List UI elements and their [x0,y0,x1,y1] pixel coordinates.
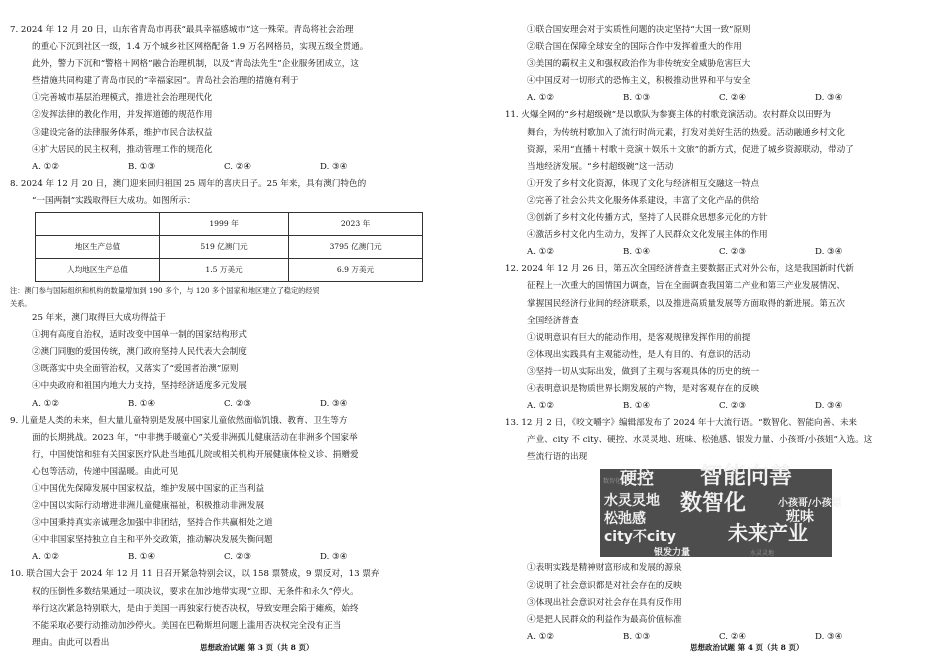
q10-option: ②联合国在保障全球安全的国际合作中发挥着重大的作用 [527,42,742,53]
cloud-word: 水灵灵地 [604,493,660,510]
cloud-word: 小孩哥/小孩姐 [778,498,842,510]
cloud-word: 智能向善 [700,463,792,490]
table-header-row [36,213,423,236]
q12-option: ②体现出实践具有主观能动性，是人有目的、有意识的活动 [527,349,751,360]
q11-option: ④激活乡村文化内生动力，发挥了人民群众文化发展主体的作用 [527,230,768,241]
q13-option: ②说明了社会意识都是对社会存在的反映 [527,580,682,591]
answer-c: C. ②③ [224,398,252,409]
q7-stem-line: 此外，警力下沉和“警格＋网格”融合治理机制，以及“青岛法先生”企业服务团成立，这 [32,59,359,70]
table-cell: 519 亿澳门元 [160,236,289,259]
question-10-continued [505,22,943,107]
q9-option: ④中非国家坚持独立自主和平外交政策，推动解决发展失衡问题 [32,535,273,546]
q9-option: ②中国以实际行动增进非洲儿童健康福祉，积极推动非洲发展 [32,501,265,512]
q12-stem-line: 征程上一次重大的国情国力调查，旨在全面调查我国第二产业和第三产业发展情况、 [527,281,845,292]
answer-a: A. ①② [527,247,555,258]
cloud-bg-word: 数智化 [603,478,622,486]
q10-stem-line: 理由。由此可以看出 [32,637,110,648]
q12-stem-line: 掌握国民经济行业间的经济联系，以及推进高质量发展等方面取得的新进展。第五次 [527,298,845,309]
q9-stem-line: 面的长期挑战。2023 年，“中非携手暖童心”关爱非洲孤儿健康活动在非洲多个国家举 [32,432,358,443]
q12-stem-line: 全国经济普查 [527,315,579,326]
answer-a: A. ①② [32,552,60,563]
answer-d: D. ③④ [815,401,843,412]
q8-option: ②澳门同胞的爱国传统，澳门政府坚持人民代表大会制度 [32,347,247,358]
q13-stem-line: 13. 12 月 2 日，《咬文嚼字》编辑部发布了 2024 年十大流行语。“数智化、智能向善、未来 [505,418,858,429]
q9-stem-line: 行，中国使馆和驻有关国家医疗队赴当地孤儿院或相关机构开展健康体检义诊、捐赠爱 [32,449,359,460]
q8-lead: 25 年来，澳门取得巨大成功得益于 [32,313,166,324]
q8-option: ③既落实中央全面管治权，又落实了“爱国者治澳”原则 [32,364,239,375]
answer-d: D. ③④ [320,161,348,172]
q13-stem-line: 产业、city 不 city、硬控、水灵灵地、班味、松弛感、银发力量、小孩哥/小孩姐”入选。这 [527,435,873,446]
left-page-column [10,22,450,652]
q9-answer-choices [10,549,450,566]
cloud-bg-word: 水灵灵地 [750,550,775,558]
page-footer-left: 思想政治试题 第 3 页（共 8 页） [200,643,314,652]
q12-stem-line: 12. 2024 年 12 月 26 日，第五次全国经济普查主要数据正式对外公布，这是我国新时代新 [505,264,854,275]
q13-option: ④是把人民群众的利益作为最高价值标准 [527,614,682,625]
answer-b: B. ①③ [128,161,156,172]
q7-option: ③建设完备的法律服务体系，维护市民合法权益 [32,127,213,138]
q10-option: ③美国的霸权主义和强权政治作为非传统安全威胁危害巨大 [527,59,751,70]
answer-c: C. ②③ [719,247,747,258]
answer-d: D. ③④ [815,93,843,104]
cloud-word: 松弛感 [604,511,646,528]
answer-a: A. ①② [32,161,60,172]
answer-a: A. ①② [527,401,555,412]
q12-option: ③坚持一切从实际出发，做到了主观与客观具体的历史的统一 [527,366,760,377]
q11-stem-line: 当地经济发展。“乡村超级碗”这一活动 [527,161,674,172]
q7-stem-line: 7. 2024 年 12 月 20 日，山东省青岛市再获“最具幸福感城市”这一殊荣。青岛将社会治理 [10,25,354,35]
q13-option: ③体现出社会意识对社会存在具有反作用 [527,597,682,608]
cloud-word: city不city [604,529,676,546]
cloud-word: 硬控 [620,469,654,490]
q11-option: ②完善了社会公共文化服务体系建设，丰富了文化产品的供给 [527,195,760,206]
q12-option: ①说明意识有巨大的能动作用，是客观规律发挥作用的前提 [527,332,751,343]
answer-d: D. ③④ [815,247,843,258]
q10-stem-line: 举行这次紧急特别联大，是由于美国一再独家行使否决权，导致安理会陷于瘫痪，始终 [32,603,359,614]
q11-option: ①开发了乡村文化资源，体现了文化与经济相互交融这一特点 [527,178,760,189]
answer-d: D. ③④ [320,398,348,409]
question-12 [505,261,943,415]
answer-a: A. ①② [527,93,555,104]
answer-c: C. ②④ [719,93,747,104]
right-page-column [505,22,943,646]
answer-a: A. ①② [32,398,60,409]
answer-b: B. ①④ [623,401,651,412]
table-cell: 人均地区生产总值 [36,259,160,282]
question-13 [505,415,943,646]
cloud-word: 数智化 [680,491,747,517]
q10-option: ④中国反对一切形式的恐怖主义，积极推动世界和平与安全 [527,76,751,87]
q12-option: ④表明意识是物质世界长期发展的产物，是对客观存在的反映 [527,383,760,394]
q10-stem-line: 10. 联合国大会于 2024 年 12 月 11 日召开紧急特别会议，以 158 票赞成，9 票反对，13 票弃 [10,569,380,580]
q8-stem-line: “一国两制”实践取得巨大成功。如图所示： [32,195,196,206]
answer-d: D. ③④ [320,552,348,563]
q7-stem-line: 的重心下沉到社区一级，1.4 万个城乡社区网格配备 1.9 万名网格员，实现五级全贯通。 [32,42,369,53]
answer-b: B. ①④ [128,552,156,563]
question-10 [10,566,450,651]
answer-b: B. ①③ [623,93,651,104]
question-11 [505,107,943,261]
q11-answer-choices [505,244,943,261]
q13-stem-line: 些流行语的出现 [527,452,588,463]
table-cell: 6.9 万美元 [289,259,423,282]
answer-b: B. ①④ [623,247,651,258]
table-cell: 2023 年 [289,213,423,236]
question-7 [10,22,450,176]
q10-answer-choices [505,90,943,107]
table-cell: 1999 年 [160,213,289,236]
q10-stem-line: 不能采取必要行动推动加沙停火。美国在巴勒斯坦问题上滥用否决权完全没有正当 [32,620,342,631]
answer-c: C. ②③ [224,552,252,563]
answer-a: A. ①② [527,631,555,642]
cloud-word: 未来产业 [728,521,808,546]
q9-option: ③中国秉持真实亲诚理念加强中非团结，坚持合作共赢相处之道 [32,518,273,529]
table-cell [36,213,160,236]
table-row [36,236,423,259]
buzzword-cloud-image [600,463,842,559]
q8-option: ①拥有高度自治权，适时改变中国单一制的国家结构形式 [32,330,247,341]
q12-answer-choices [505,398,943,415]
q11-stem-line: 舞台，为传统村歌加入了流行时尚元素，打发对美好生活的热爱。活动融通乡村文化 [527,127,845,138]
q11-option: ③创新了乡村文化传播方式，坚持了人民群众思想多元化的方针 [527,213,768,224]
table-note: 关系。 [10,299,32,309]
cloud-word: 班味 [786,509,814,526]
q7-option: ④扩大居民的民主权利，推动管理工作的规范化 [32,144,213,155]
question-9 [10,413,450,567]
q10-stem-line: 权的压倒性多数结果通过一项决议，要求在加沙地带实现“立即、无条件和永久”停火。 [32,586,359,597]
table-note: 注：澳门参与国际组织和机构的数量增加到 190 多个，与 120 多个国家和地区建立了稳定的经贸 [10,286,320,296]
answer-b: B. ①③ [623,631,651,642]
table-cell: 3795 亿澳门元 [289,236,423,259]
page-footer-right: 思想政治试题 第 4 页（共 8 页） [690,643,804,652]
answer-d: D. ③④ [815,631,843,642]
q9-option: ①中国优先保障发展中国家权益，维护发展中国家的正当利益 [32,483,265,494]
question-8 [10,176,450,413]
q8-option: ④中央政府和祖国内地大力支持，坚持经济适度多元发展 [32,381,247,392]
answer-c: C. ②④ [224,161,252,172]
table-cell: 1.5 万美元 [160,259,289,282]
table-cell: 地区生产总值 [36,236,160,259]
answer-b: B. ①④ [128,398,156,409]
q9-stem-line: 心包等活动，传递中国温暖。由此可见 [32,466,179,477]
q7-stem-line: 些措施共同构建了青岛市民的“幸福家园”。青岛社会治理的措施有利于 [32,76,299,87]
q7-option: ①完善城市基层治理模式，推进社会治理现代化 [32,93,213,104]
table-row [36,259,423,282]
macau-gdp-table [35,212,423,282]
q7-answer-choices [10,159,450,176]
q8-stem-line: 8. 2024 年 12 月 20 日，澳门迎来回归祖国 25 周年的喜庆日子。25 年来，具有澳门特色的 [10,178,367,189]
q8-answer-choices [10,396,450,413]
q9-stem-line: 9. 儿童是人类的未来，但大量儿童特别是发展中国家儿童依然面临饥饿、教育、卫生等方 [10,415,348,426]
q11-stem-line: 资源，采用“直播＋村歌＋竞演＋娱乐＋文旅”的新方式，促进了城乡资源联动，带动了 [527,144,854,155]
q11-stem-line: 11. 火爆全网的“乡村超级碗”是以歌队为参赛主体的村歌竞演活动。农村群众以田野为 [505,110,831,121]
cloud-word: 银发力量 [654,548,691,559]
q13-option: ①表明实践是精神财富形成和发展的源泉 [527,563,682,574]
q10-option: ①联合国安理会对于实质性问题的决定坚持“大国一致”原则 [527,25,751,35]
q7-option: ②发挥法律的教化作用，并发挥道德的规范作用 [32,110,213,121]
answer-c: C. ②③ [719,401,747,412]
answer-c: C. ②④ [719,631,747,642]
